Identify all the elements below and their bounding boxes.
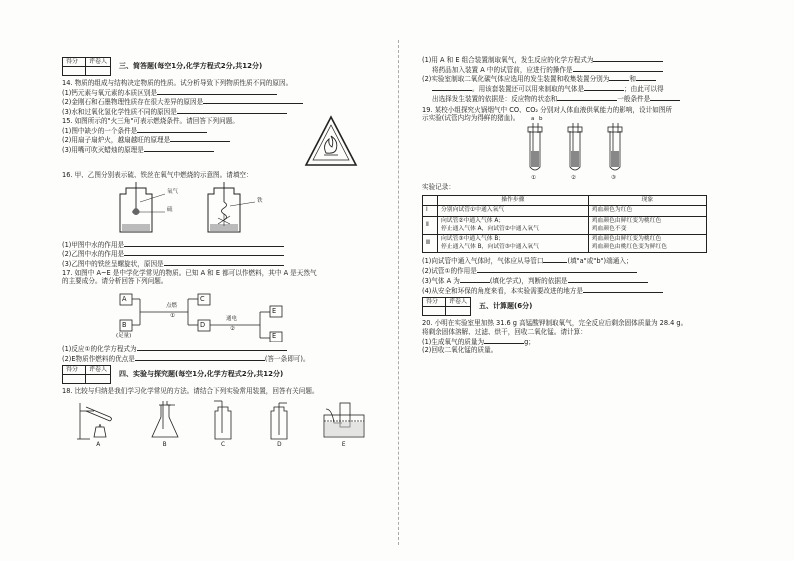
- score-box: [62, 57, 111, 76]
- flowchart-lines: [118, 286, 308, 342]
- row-result: 鸡血颜色由鲜红变为桃红色 鸡血颜色不变: [588, 216, 706, 234]
- q16-stem: 16. 甲、乙图分别表示硫、铁丝在氧气中燃烧的示意图。请填空：: [62, 170, 253, 179]
- apparatus-d: [265, 399, 293, 450]
- q18-sub2: [422, 74, 732, 84]
- answer-blank[interactable]: [124, 249, 284, 256]
- q16-sub3: [62, 259, 380, 269]
- score-cell: [63, 67, 86, 76]
- grader-label: 评卷人: [86, 58, 111, 67]
- q20-sub1-text: (1)生成氧气的质量为: [422, 337, 485, 346]
- experiment-record-table: [422, 195, 707, 254]
- q18-stem: 18. 比较与归纳是我们学习化学常见的方法。请结合下列实验常用装置，回答有关问题。: [62, 387, 319, 396]
- answer-blank[interactable]: [609, 74, 629, 81]
- node-e-top: E: [272, 307, 277, 316]
- column-divider: [398, 40, 400, 545]
- answer-blank[interactable]: [557, 94, 617, 101]
- fig-label-e: E: [341, 442, 346, 449]
- row-step: 分别向试管①中通入氧气: [438, 206, 589, 217]
- record-title: 实验记录：: [422, 182, 455, 191]
- table-header-phenomenon: 现象: [588, 195, 706, 206]
- apparatus-b-drawing: [149, 399, 181, 441]
- q18-sub2-and: 和: [629, 75, 636, 84]
- edge-ignite-num: ①: [170, 313, 175, 320]
- table-row: [423, 216, 707, 234]
- answer-blank[interactable]: [164, 259, 284, 266]
- q14-stem: 14. 物质的组成与结构决定物质的性质。试分析导致下列物质性质不同的原因。: [62, 79, 293, 87]
- q17-sub2-text: (2)E物质作燃料的优点是: [62, 354, 135, 363]
- left-column: [62, 55, 380, 453]
- q20-stem2: 将剩余固体溶解、过滤、烘干，回收二氧化锰。请计算：: [422, 327, 587, 336]
- answer-blank[interactable]: [144, 145, 214, 152]
- score-box: [62, 365, 111, 384]
- apparatus-e-drawing: [322, 399, 366, 441]
- grader-label: 评卷人: [446, 298, 471, 307]
- row-result: 鸡血颜色为红色: [588, 206, 706, 217]
- label-air: (足量): [116, 333, 132, 340]
- q15-stem: 15. 如图所示的"火三角"可表示燃烧条件。请回答下列问题。: [62, 116, 239, 125]
- q15-block: [62, 117, 380, 171]
- answer-blank[interactable]: [460, 276, 490, 283]
- q17-sub1-text: (1)反应①的化学方程式为: [62, 345, 137, 354]
- q18-sub2b: [422, 84, 732, 94]
- grader-label: 评卷人: [86, 366, 111, 375]
- score-label: 得分: [63, 58, 86, 67]
- node-a: A: [122, 295, 127, 304]
- q14-sub3-text: (3)水和过氧化氢化学性质不同的原因是: [62, 108, 177, 117]
- answer-blank[interactable]: [543, 256, 567, 263]
- answer-blank[interactable]: [584, 84, 624, 91]
- q16-sub1: [62, 240, 380, 250]
- q16-sub1-text: (1)甲图中水的作用是: [62, 240, 125, 249]
- row-step: 向试管③中通入气体 B； 停止通入气体 B，向试管③中通入氧气: [438, 235, 589, 253]
- answer-blank[interactable]: [636, 74, 656, 81]
- fire-triangle-figure: [302, 113, 360, 171]
- q16-sub3-text: (3)乙图中的铁丝呈螺旋状，原因是: [62, 259, 164, 268]
- q18-sub2b-text: 。用该套装置还可以用来制取的气体是: [472, 85, 585, 94]
- answer-blank[interactable]: [170, 135, 230, 142]
- q18-apparatus: [62, 399, 380, 450]
- q17-sub1: [62, 344, 380, 354]
- row-no: Ⅱ: [423, 216, 438, 234]
- q18-sub1b: [422, 65, 732, 75]
- section-3-header: [62, 57, 380, 76]
- answer-blank[interactable]: [484, 337, 524, 344]
- q19-sub2: [422, 266, 732, 276]
- q16-sub2-text: (2)乙图中水的作用是: [62, 250, 125, 259]
- q16-sub2: [62, 249, 380, 259]
- row-step: 向试管②中通入气体 A； 停止通入气体 A，向试管②中通入氧气: [438, 216, 589, 234]
- grader-cell: [86, 375, 111, 384]
- apparatus-e: [322, 399, 366, 450]
- q17-sub2-suffix: (答一条即可)。: [264, 354, 310, 363]
- q19-sub1-text: (1)向试管中通入气体时，气体应从导管口: [422, 257, 544, 266]
- q14-sub1: [62, 88, 380, 98]
- answer-blank[interactable]: [135, 354, 265, 361]
- answer-blank[interactable]: [568, 276, 648, 283]
- q19-sub3-mid: (填化学式)，判断的依据是: [489, 276, 568, 285]
- q18-sub1b-text: 将药品加入装置 A 中的试管前，应进行的操作是: [432, 65, 573, 74]
- q19-sub1: [422, 256, 732, 266]
- edge-electrolysis-num: ②: [230, 326, 235, 333]
- q17-stem1: 17. 如图中 A~E 是中学化学常见的物质。已知 A 和 E 都可以作燃料，其中 A 是天然气: [62, 268, 317, 277]
- answer-blank[interactable]: [477, 266, 637, 273]
- row-no: Ⅲ: [423, 235, 438, 253]
- q17-sub2: [62, 354, 380, 364]
- answer-blank[interactable]: [593, 55, 663, 62]
- tube-num-1: ①: [531, 174, 536, 181]
- score-label: 得分: [63, 366, 86, 375]
- q15-sub1-text: (1)图中缺少的一个条件是: [62, 126, 138, 135]
- test-tubes-drawing: [522, 123, 632, 175]
- q18-sub2c-suffix: 一般条件是: [617, 94, 651, 103]
- grader-cell: [446, 307, 471, 316]
- section-4-header: [62, 365, 380, 384]
- answer-blank[interactable]: [177, 107, 287, 114]
- q17-flowchart: [62, 286, 380, 344]
- fig-label-c: C: [220, 442, 225, 449]
- table-header-row: [423, 195, 707, 206]
- q15-sub3-text: (3)用嘴可吹灭蜡烛的原理是: [62, 145, 144, 154]
- q17-stem2: 的主要成分。请分析回答下列问题。: [62, 277, 168, 286]
- apparatus-a-drawing: [76, 399, 120, 441]
- section-5-header: [422, 297, 732, 316]
- right-column: [422, 55, 732, 355]
- row-no: Ⅰ: [423, 206, 438, 217]
- q14-sub2-text: (2)金刚石和石墨物理性质存在很大差异的原因是: [62, 98, 204, 107]
- q19-sub3: [422, 276, 732, 286]
- answer-blank[interactable]: [650, 94, 680, 101]
- q20-sub2: (2)回收二氧化锰的质量。: [422, 346, 498, 355]
- table-row: [423, 235, 707, 253]
- q19-sub2-text: (2)试管①的作用是: [422, 267, 477, 276]
- answer-blank[interactable]: [157, 88, 277, 95]
- q19-stem2: 示实验(试管内均为得鲜的猪血)。: [422, 114, 520, 123]
- label-sulfur: 硫: [167, 206, 173, 213]
- fig-label-d: D: [277, 442, 282, 449]
- combustion-jars-figure: [110, 182, 280, 238]
- apparatus-c: [209, 399, 237, 450]
- q19-sub4: [422, 286, 732, 296]
- q18-sub1: [422, 55, 732, 65]
- table-row: [423, 206, 707, 217]
- node-c: C: [200, 295, 205, 304]
- answer-blank[interactable]: [583, 286, 663, 293]
- q18-sub2-text: (2)实验室制取二氧化碳气体应选用的发生装置和收集装置分别为: [422, 75, 610, 84]
- answer-blank[interactable]: [573, 65, 663, 72]
- q18-sub1-text: (1)用 A 和 E 组合装置制取氧气，发生反应的化学方程式为: [422, 56, 594, 64]
- node-d: D: [200, 321, 206, 330]
- answer-blank[interactable]: [137, 344, 287, 351]
- fig-label-b: B: [162, 442, 167, 449]
- tube-num-3: ③: [611, 174, 616, 181]
- edge-electrolysis: 通电: [226, 316, 238, 323]
- q19-sub4-text: (4)从安全和环保的角度来看，本实验需要改进的地方是: [422, 286, 583, 295]
- row-result: 鸡血颜色由鲜红变为桃红色 鸡血颜色由桃红色变为鲜红色: [588, 235, 706, 253]
- apparatus-d-drawing: [265, 399, 293, 441]
- answer-blank[interactable]: [124, 240, 284, 247]
- section-title: 五、计算题(6分): [479, 302, 533, 311]
- q14-sub1-text: (1)钙元素与氧元素的本质区别是: [62, 88, 158, 97]
- table-header-no: [423, 195, 438, 206]
- q20-sub1: [422, 337, 732, 347]
- node-b: B: [122, 321, 127, 330]
- node-e-bottom: E: [272, 332, 277, 341]
- section-title: 四、实验与探究题(每空1分,化学方程式2分,共12分): [119, 370, 284, 379]
- q16-figure: [62, 180, 380, 240]
- score-label: 得分: [423, 298, 446, 307]
- section-title: 三、简答题(每空1分,化学方程式2分,共12分): [119, 61, 263, 70]
- edge-ignite: 点燃: [166, 303, 178, 310]
- q19-stem1: 19. 某校小组探究火锅烟气中 CO、CO₂ 分别对人体血液供氧能力的影响，设计如图所: [422, 105, 673, 114]
- q20-stem1: 20. 小明在实验室里加热 31.6 g 高锰酸钾制取氧气，完全反应后剩余固体质量为 28.4 g。: [422, 319, 688, 328]
- q18-sub2b-mid: ；由此可以得: [624, 85, 664, 94]
- answer-blank[interactable]: [203, 97, 303, 104]
- fig-label-a: A: [96, 442, 101, 449]
- grader-cell: [86, 67, 111, 76]
- apparatus-c-drawing: [209, 399, 237, 441]
- answer-blank[interactable]: [137, 126, 207, 133]
- tube-label-a: a: [531, 115, 535, 122]
- label-oxygen: 氧气: [167, 188, 179, 195]
- score-cell: [63, 375, 86, 384]
- tube-label-b: b: [539, 115, 543, 122]
- table-header-step: 操作步骤: [438, 195, 589, 206]
- label-iron: 铁: [257, 197, 263, 204]
- q19-sub3-text: (3)气体 A 为: [422, 276, 460, 285]
- apparatus-a: [76, 399, 120, 450]
- score-cell: [423, 307, 446, 316]
- answer-blank[interactable]: [432, 84, 472, 91]
- q20-sub1-unit: g；: [524, 337, 535, 346]
- tube-num-2: ②: [571, 174, 576, 181]
- score-box: [422, 297, 471, 316]
- q18-sub2c: [422, 94, 732, 104]
- apparatus-b: [149, 399, 181, 450]
- q19-sub1-suffix: (填"a"或"b")端通入；: [567, 257, 633, 266]
- q14-sub2: [62, 97, 380, 107]
- q18-sub2c-text: 出选择发生装置的依据是：反应物的状态和: [432, 94, 558, 103]
- q15-sub2-text: (2)用扇子扇炉火，越扇越旺的原理是: [62, 136, 171, 145]
